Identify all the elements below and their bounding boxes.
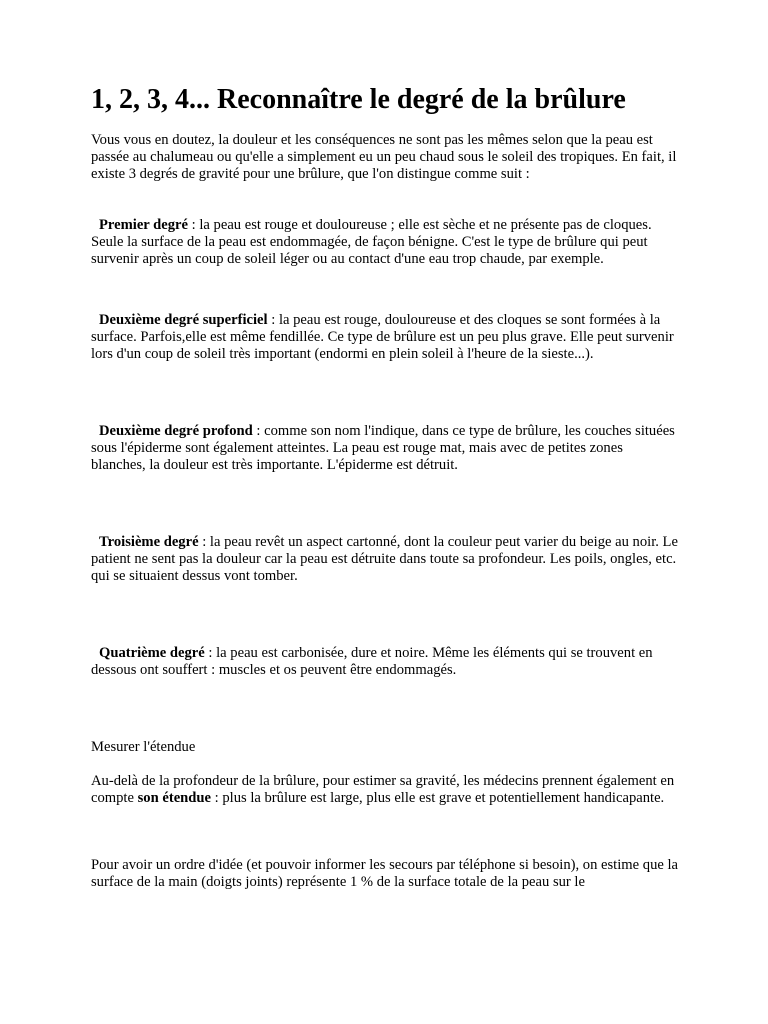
degree-paragraph-fourth xyxy=(91,645,679,679)
degree-paragraph-first xyxy=(91,217,679,268)
extent-bold-term: son étendue xyxy=(137,790,211,806)
degree-term: Quatrième degré xyxy=(99,645,205,661)
degree-term: Troisième degré xyxy=(99,534,199,550)
last-paragraph: Pour avoir un ordre d'idée (et pouvoir informer les secours par téléphone si besoin), on estime que la surface de la main (doigts joints) représente 1 % de la surface totale de la peau sur le xyxy=(91,857,679,890)
degree-description: : la peau est rouge, douloureuse et des cloques se sont formées à la surface. Parfois,elle est même fendillée. Ce type de brûlure est un peu plus grave. Elle peut survenir lors d'un coup de soleil très important (endormi en plein soleil à l'heure de la sieste...). xyxy=(91,312,674,362)
degree-paragraph-third xyxy=(91,534,679,585)
measure-heading: Mesurer l'étendue xyxy=(91,739,196,755)
degree-paragraph-second-deep xyxy=(91,423,679,474)
extent-text-before: Au-delà de la profondeur de la brûlure, pour estimer sa gravité, les médecins prennent également en compte xyxy=(91,773,675,806)
extent-paragraph xyxy=(91,773,679,807)
document-page xyxy=(91,84,679,891)
intro-paragraph: Vous vous en doutez, la douleur et les conséquences ne sont pas les mêmes selon que la peau est passée au chalumeau ou qu'elle a simplement eu un peu chaud sous le soleil des tropiques. En fait, il existe 3 degrés de gravité pour une brûlure, que l'on distingue comme suit : xyxy=(91,132,677,182)
degree-description: : comme son nom l'indique, dans ce type de brûlure, les couches situées sous l'épiderme sont également atteintes. La peau est rouge mat, mais avec de petites zones blanches, la douleur est très importante. L'épiderme est détruit. xyxy=(91,423,675,473)
extent-text-after: : plus la brûlure est large, plus elle est grave et potentiellement handicapante. xyxy=(211,790,665,806)
degree-description: : la peau est carbonisée, dure et noire. Même les éléments qui se trouvent en dessous ont souffert : muscles et os peuvent être endommagés. xyxy=(91,645,653,678)
page-title: 1, 2, 3, 4... Reconnaître le degré de la brûlure xyxy=(91,84,626,115)
degree-term: Deuxième degré profond xyxy=(99,423,253,439)
degree-term: Premier degré xyxy=(99,217,189,233)
degree-paragraph-second-superficial xyxy=(91,312,679,363)
degree-term: Deuxième degré superficiel xyxy=(99,312,268,328)
degree-description: : la peau est rouge et douloureuse ; elle est sèche et ne présente pas de cloques. Seule la surface de la peau est endommagée, de façon bénigne. C'est le type de brûlure qui peut survenir après un coup de soleil léger ou au contact d'une eau trop chaude, par exemple. xyxy=(91,217,652,267)
degree-description: : la peau revêt un aspect cartonné, dont la couleur peut varier du beige au noir. Le patient ne sent pas la douleur car la peau est détruite dans toute sa profondeur. Les poils, ongles, etc. qui se situaient dessus vont tomber. xyxy=(91,534,678,584)
